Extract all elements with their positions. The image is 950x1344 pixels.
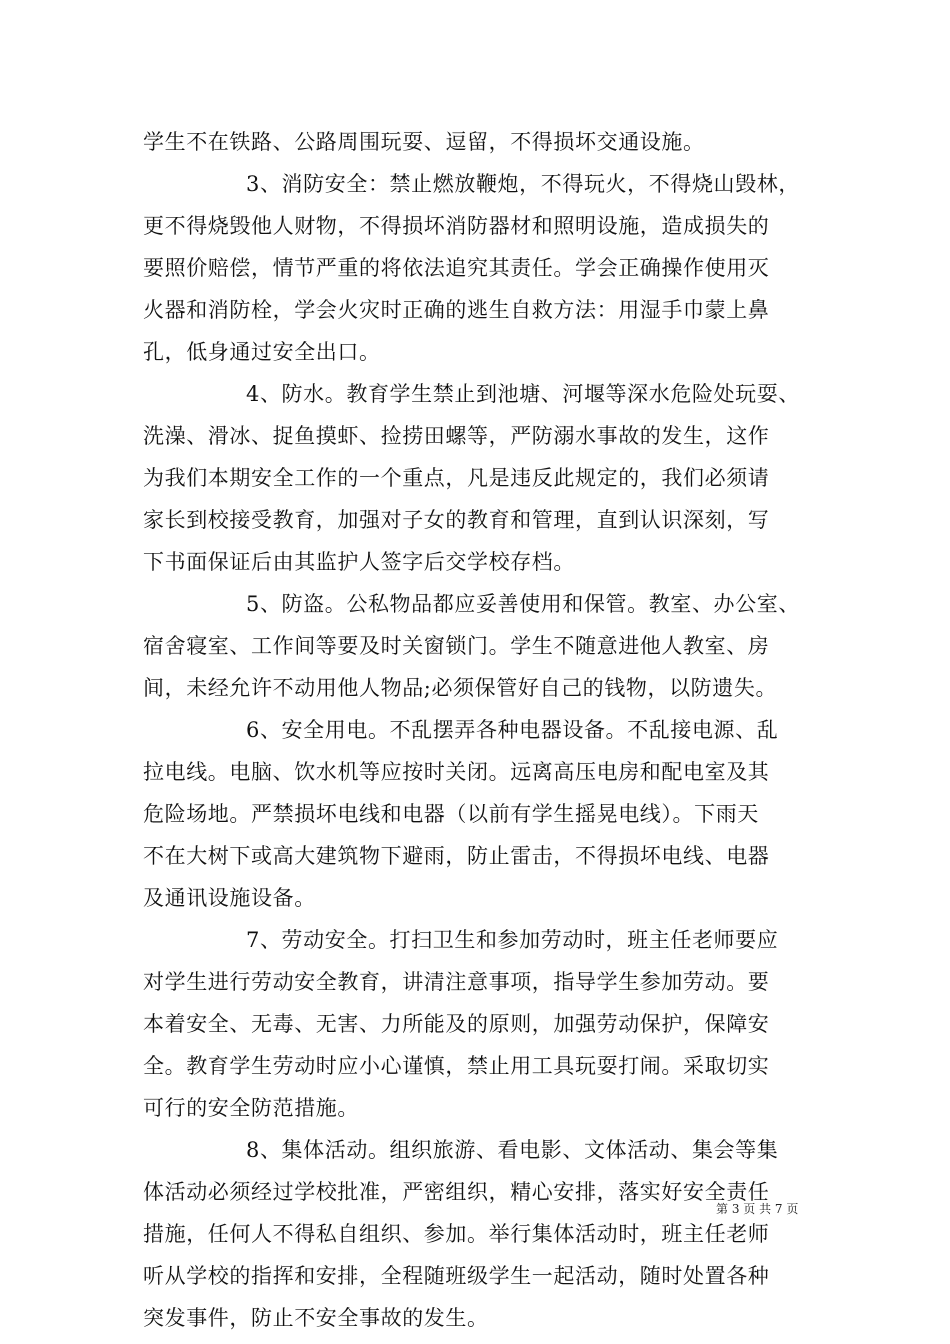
text-line: 对学生进行劳动安全教育，讲清注意事项，指导学生参加劳动。要 (143, 970, 770, 994)
text-line: 要照价赔偿，情节严重的将依法追究其责任。学会正确操作使用灭 (143, 256, 770, 280)
text-line: 可行的安全防范措施。 (143, 1096, 359, 1120)
text-line: 3、消防安全：禁止燃放鞭炮，不得玩火，不得烧山毁林， (246, 172, 800, 196)
text-line: 本着安全、无毒、无害、力所能及的原则，加强劳动保护，保障安 (143, 1012, 770, 1036)
text-line: 宿舍寝室、工作间等要及时关窗锁门。学生不随意进他人教室、房 (143, 634, 770, 658)
text-line: 下书面保证后由其监护人签字后交学校存档。 (143, 550, 575, 574)
text-line: 5、防盗。公私物品都应妥善使用和保管。教室、办公室、 (246, 592, 800, 616)
document-body (143, 121, 823, 1339)
text-line: 孔，低身通过安全出口。 (143, 340, 381, 364)
text-line: 措施，任何人不得私自组织、参加。举行集体活动时，班主任老师 (143, 1222, 770, 1246)
text-line: 体活动必须经过学校批准，严密组织，精心安排，落实好安全责任 (143, 1180, 770, 1204)
text-line: 危险场地。严禁损坏电线和电器（以前有学生摇晃电线）。下雨天 (143, 802, 759, 826)
text-line: 听从学校的指挥和安排，全程随班级学生一起活动，随时处置各种 (143, 1264, 770, 1288)
text-line: 更不得烧毁他人财物，不得损坏消防器材和照明设施，造成损失的 (143, 214, 770, 238)
text-line: 6、安全用电。不乱摆弄各种电器设备。不乱接电源、乱 (246, 718, 779, 742)
text-line: 突发事件，防止不安全事故的发生。 (143, 1306, 489, 1330)
text-line: 为我们本期安全工作的一个重点，凡是违反此规定的，我们必须请 (143, 466, 770, 490)
text-line: 间，未经允许不动用他人物品;必须保管好自己的钱物，以防遗失。 (143, 676, 778, 700)
text-line: 全。教育学生劳动时应小心谨慎，禁止用工具玩耍打闹。采取切实 (143, 1054, 770, 1078)
text-line: 不在大树下或高大建筑物下避雨，防止雷击，不得损坏电线、电器 (143, 844, 770, 868)
text-line: 4、防水。教育学生禁止到池塘、河堰等深水危险处玩耍、 (246, 382, 800, 406)
page-footer: 第 3 页 共 7 页 (716, 1202, 799, 1216)
text-line: 拉电线。电脑、饮水机等应按时关闭。远离高压电房和配电室及其 (143, 760, 770, 784)
text-line: 7、劳动安全。打扫卫生和参加劳动时，班主任老师要应 (246, 928, 779, 952)
text-line: 8、集体活动。组织旅游、看电影、文体活动、集会等集 (246, 1138, 779, 1162)
text-line: 火器和消防栓，学会火灾时正确的逃生自救方法：用湿手巾蒙上鼻 (143, 298, 770, 322)
text-line: 家长到校接受教育，加强对子女的教育和管理，直到认识深刻，写 (143, 508, 770, 532)
text-line: 及通讯设施设备。 (143, 886, 316, 910)
text-line: 学生不在铁路、公路周围玩耍、逗留，不得损坏交通设施。 (143, 130, 705, 154)
text-line: 洗澡、滑冰、捉鱼摸虾、捡捞田螺等，严防溺水事故的发生，这作 (143, 424, 770, 448)
